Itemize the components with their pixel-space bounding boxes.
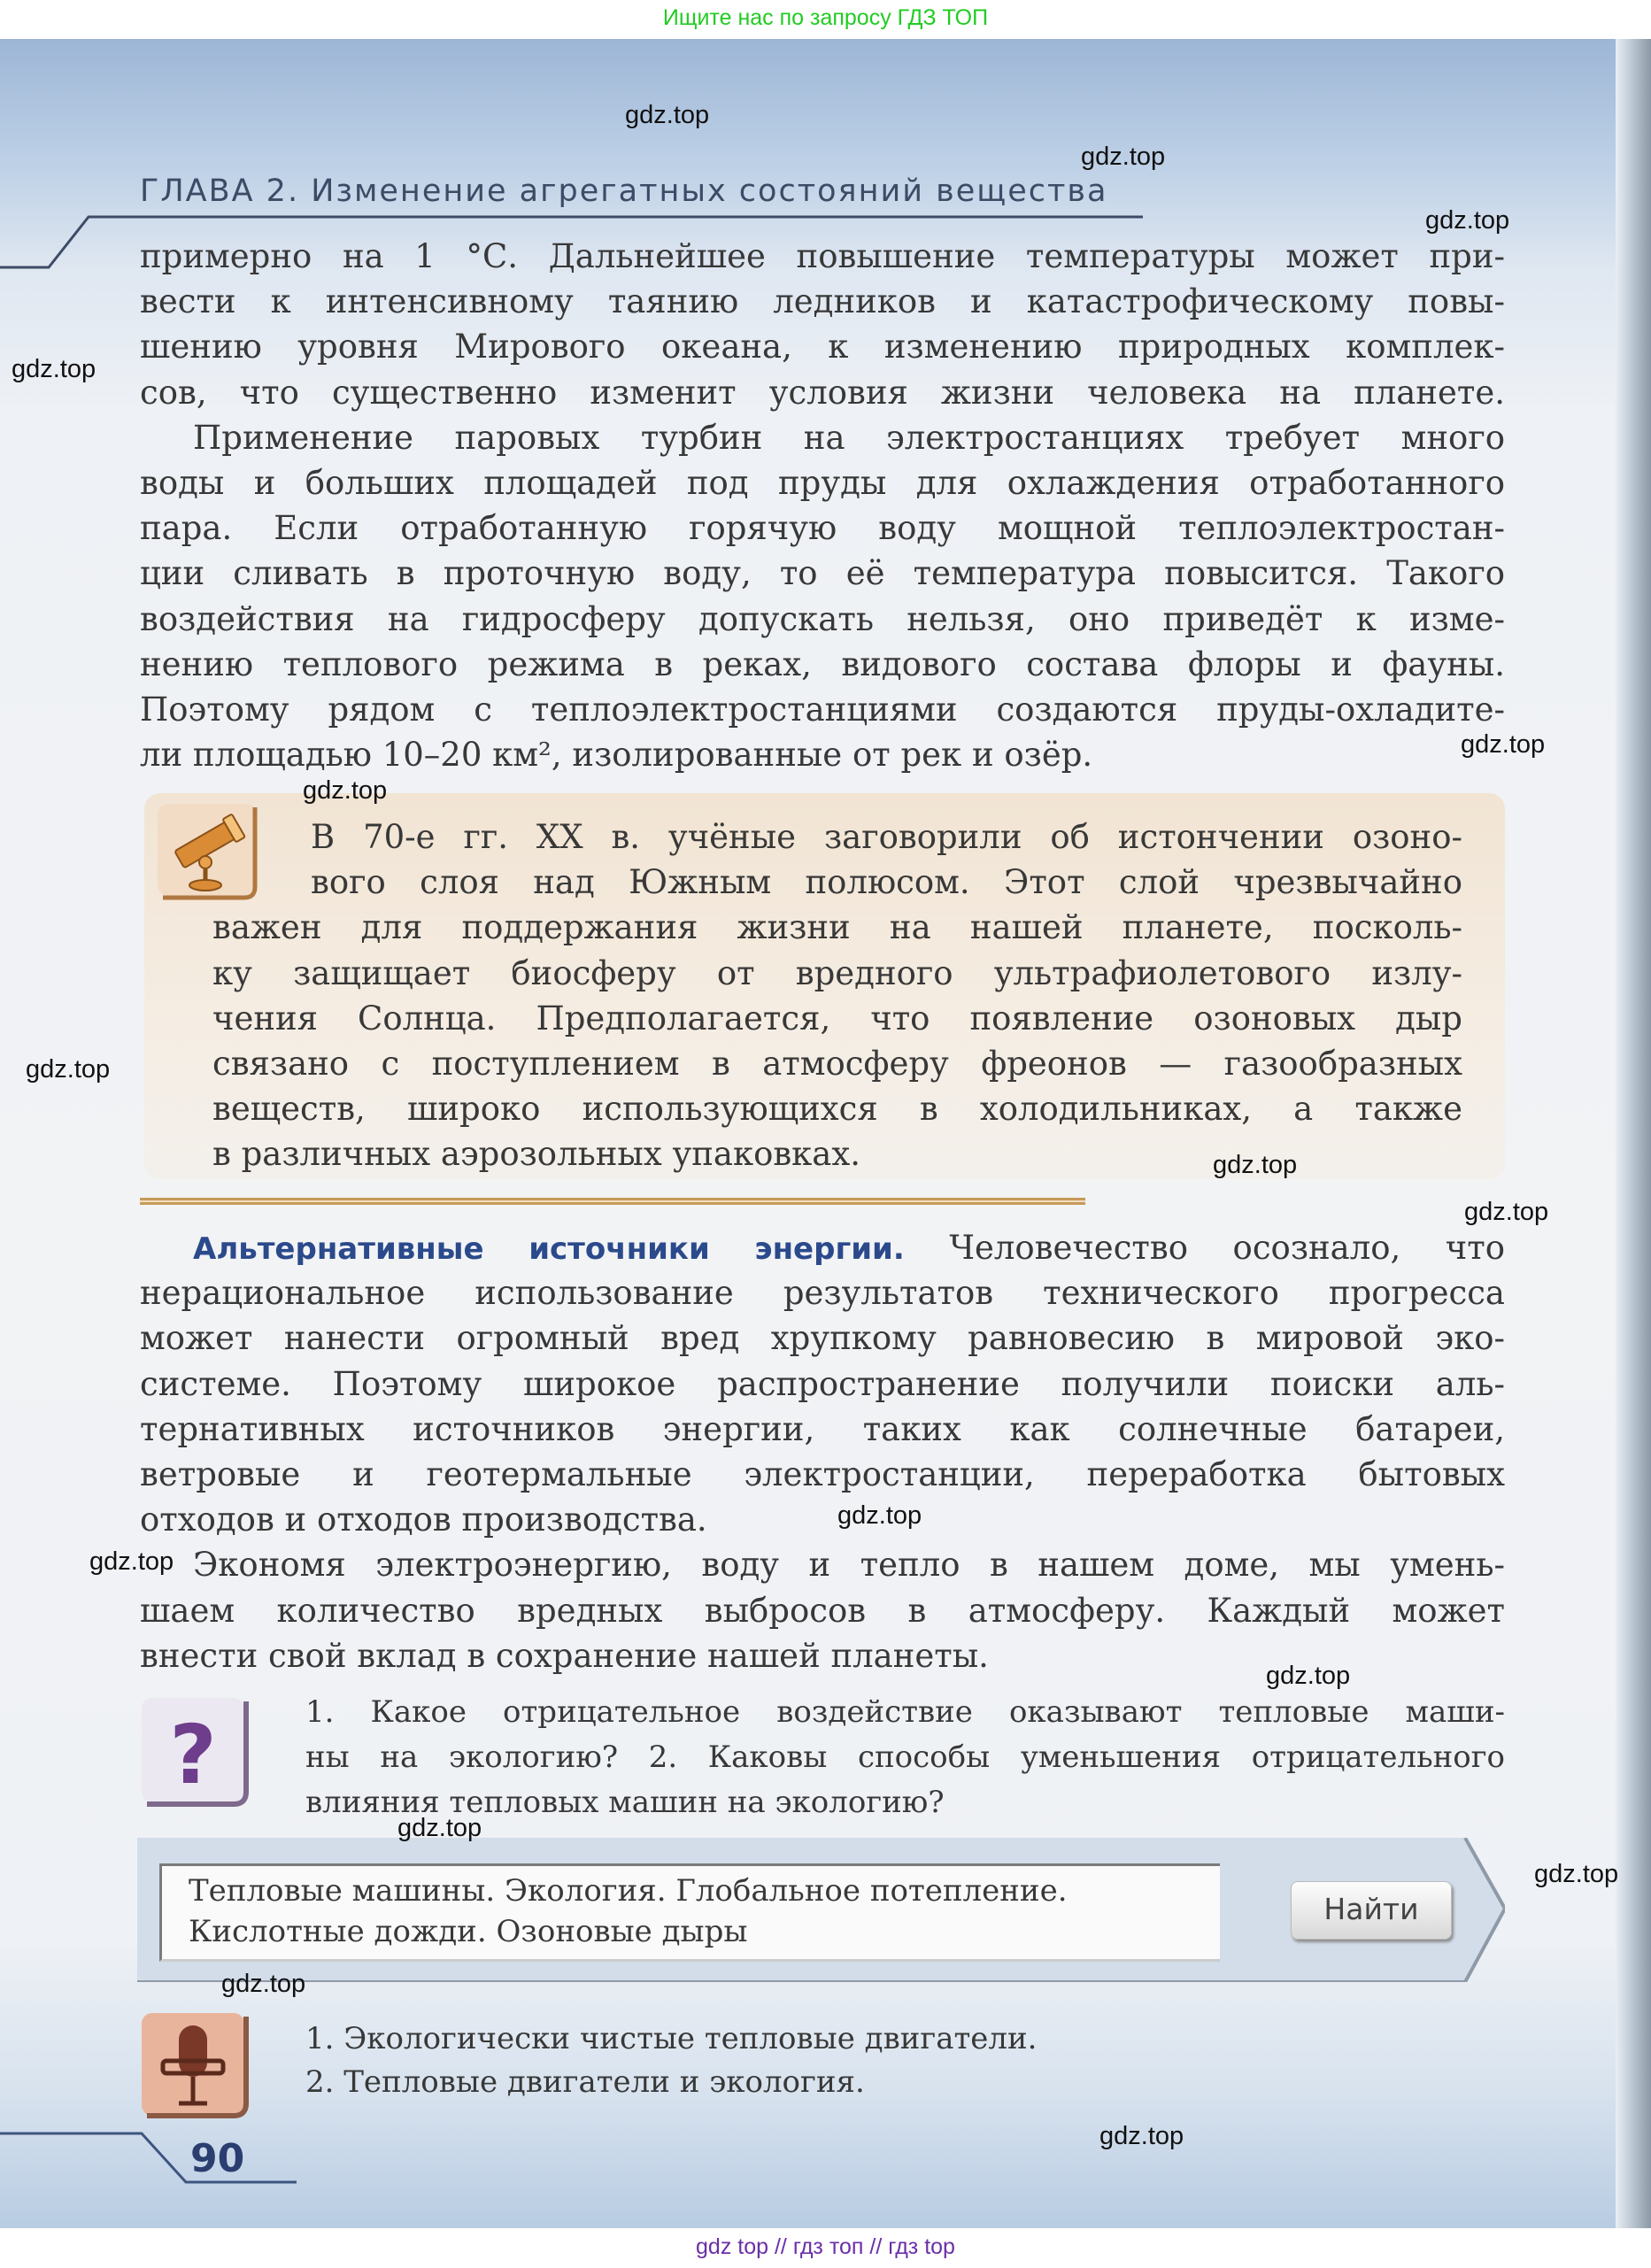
topic-item: 2. Тепловые двигатели и экология. xyxy=(305,2064,865,2100)
text-line: связано с поступлением в атмосферу фреонов — газообразных xyxy=(212,1044,1462,1083)
svg-text:?: ? xyxy=(169,1708,217,1802)
alternative-energy-section xyxy=(140,1225,1505,1678)
topics-list xyxy=(305,2017,1037,2104)
text-line: в различных аэрозольных упаковках. xyxy=(212,1135,860,1174)
watermark: gdz.top xyxy=(1425,206,1510,235)
text-line xyxy=(140,1225,1505,1270)
question-line: влияния тепловых машин на экологию? xyxy=(305,1785,945,1821)
question-mark-icon xyxy=(138,1694,255,1811)
top-banner-text: Ищите нас по запросу ГДЗ ТОП xyxy=(662,5,989,30)
top-banner xyxy=(0,0,1651,39)
text-line: воды и больших площадей под пруды для охлаждения отработанного xyxy=(140,463,1505,502)
text-line: Экономя электроэнергию, воду и тепло в нашем доме, мы умень- xyxy=(193,1546,1505,1585)
watermark: gdz.top xyxy=(1213,1151,1298,1179)
text-line: вести к интенсивному таянию ледников и катастрофическому повы- xyxy=(140,282,1505,321)
text-line: пара. Если отработанную горячую воду мощной теплоэлектростан- xyxy=(140,509,1505,548)
text-line: Поэтому рядом с теплоэлектростанциями создаются пруды-охладите- xyxy=(140,690,1505,729)
watermark: gdz.top xyxy=(303,776,388,805)
microphone-icon xyxy=(138,2010,255,2123)
page-number: 90 xyxy=(190,2136,245,2181)
watermark: gdz.top xyxy=(1534,1860,1619,1888)
watermark: gdz.top xyxy=(1266,1662,1351,1690)
text-line: внести свой вклад в сохранение нашей планеты. xyxy=(140,1636,989,1675)
watermark: gdz.top xyxy=(1464,1198,1549,1226)
text-line: ции сливать в проточную воду, то её температура повысится. Такого xyxy=(140,554,1505,593)
watermark: gdz.top xyxy=(12,355,96,383)
page-number-rule xyxy=(0,2129,301,2191)
watermark: gdz.top xyxy=(625,101,710,129)
question-line: 1. Какое отрицательное воздействие оказывают тепловые маши- xyxy=(305,1694,1505,1730)
text-line: Применение паровых турбин на электростанциях требует много xyxy=(193,418,1505,457)
text-line: шению уровня Мирового океана, к изменению природных комплек- xyxy=(140,328,1505,366)
text-line: шаем количество вредных выбросов в атмосферу. Каждый может xyxy=(140,1591,1505,1630)
keyword-line: Тепловые машины. Экология. Глобальное потепление. xyxy=(189,1873,1068,1909)
text-fragment: Человечество осознало, что xyxy=(949,1229,1505,1267)
footer-text: gdz top // гдз топ // гдз top xyxy=(696,2234,955,2259)
find-button[interactable]: Найти xyxy=(1291,1881,1452,1940)
watermark: gdz.top xyxy=(397,1814,482,1842)
text-line: может нанести огромный вред хрупкому равновесию в мировой эко- xyxy=(140,1319,1505,1358)
watermark: gdz.top xyxy=(837,1501,922,1530)
footer xyxy=(0,2228,1651,2268)
search-keywords-text xyxy=(189,1871,1068,1952)
watermark: gdz.top xyxy=(1099,2122,1184,2150)
paragraph-1 xyxy=(140,234,1505,777)
section-divider xyxy=(140,1198,1085,1205)
text-line: ветровые и геотермальные электростанции, переработка бытовых xyxy=(140,1454,1505,1493)
question-line: ны на экологию? 2. Каковы способы уменьшения отрицательного xyxy=(305,1740,1505,1776)
text-line: важен для поддержания жизни на нашей планете, посколь- xyxy=(212,908,1462,947)
watermark: gdz.top xyxy=(26,1055,111,1084)
text-line: нению теплового режима в реках, видового состава флоры и фауны. xyxy=(140,644,1505,683)
text-line: вого слоя над Южным полюсом. Этот слой чрезвычайно xyxy=(311,863,1462,902)
watermark: gdz.top xyxy=(1081,143,1166,171)
text-line: воздействия на гидросферу допускать нельзя, оно приведёт к изме- xyxy=(140,599,1505,638)
text-line: нерациональное использование результатов технического прогресса xyxy=(140,1274,1505,1313)
info-box-text xyxy=(212,814,1462,1177)
text-line: системе. Поэтому широкое распространение получили поиски аль- xyxy=(140,1364,1505,1403)
text-line: отходов и отходов производства. xyxy=(140,1500,707,1539)
text-line: веществ, широко использующихся в холодильниках, а также xyxy=(212,1090,1462,1129)
text-line: тернативных источников энергии, таких как солнечные батареи, xyxy=(140,1409,1505,1448)
text-line: ли площадью 10–20 км², изолированные от рек и озёр. xyxy=(140,736,1093,775)
text-line: В 70-е гг. XX в. учёные заговорили об истончении озоно- xyxy=(311,818,1462,856)
text-line: примерно на 1 °С. Дальнейшее повышение температуры может при- xyxy=(140,237,1505,275)
text-line: сов, что существенно изменит условия жизни человека на планете. xyxy=(140,373,1505,412)
chapter-header: ГЛАВА 2. Изменение агрегатных состояний вещества xyxy=(140,174,1108,209)
watermark: gdz.top xyxy=(221,1970,306,1998)
questions xyxy=(305,1693,1505,1829)
watermark: gdz.top xyxy=(89,1547,174,1576)
keyword-line: Кислотные дожди. Озоновые дыры xyxy=(189,1914,748,1949)
watermark: gdz.top xyxy=(1461,730,1546,759)
page-curl xyxy=(1616,39,1651,2228)
section-heading: Альтернативные источники энергии. xyxy=(193,1231,905,1267)
text-line: ку защищает биосферу от вредного ультрафиолетового излу- xyxy=(212,953,1462,992)
topic-item: 1. Экологически чистые тепловые двигатели. xyxy=(305,2021,1038,2056)
text-line: чения Солнца. Предполагается, что появление озоновых дыр xyxy=(212,999,1462,1038)
